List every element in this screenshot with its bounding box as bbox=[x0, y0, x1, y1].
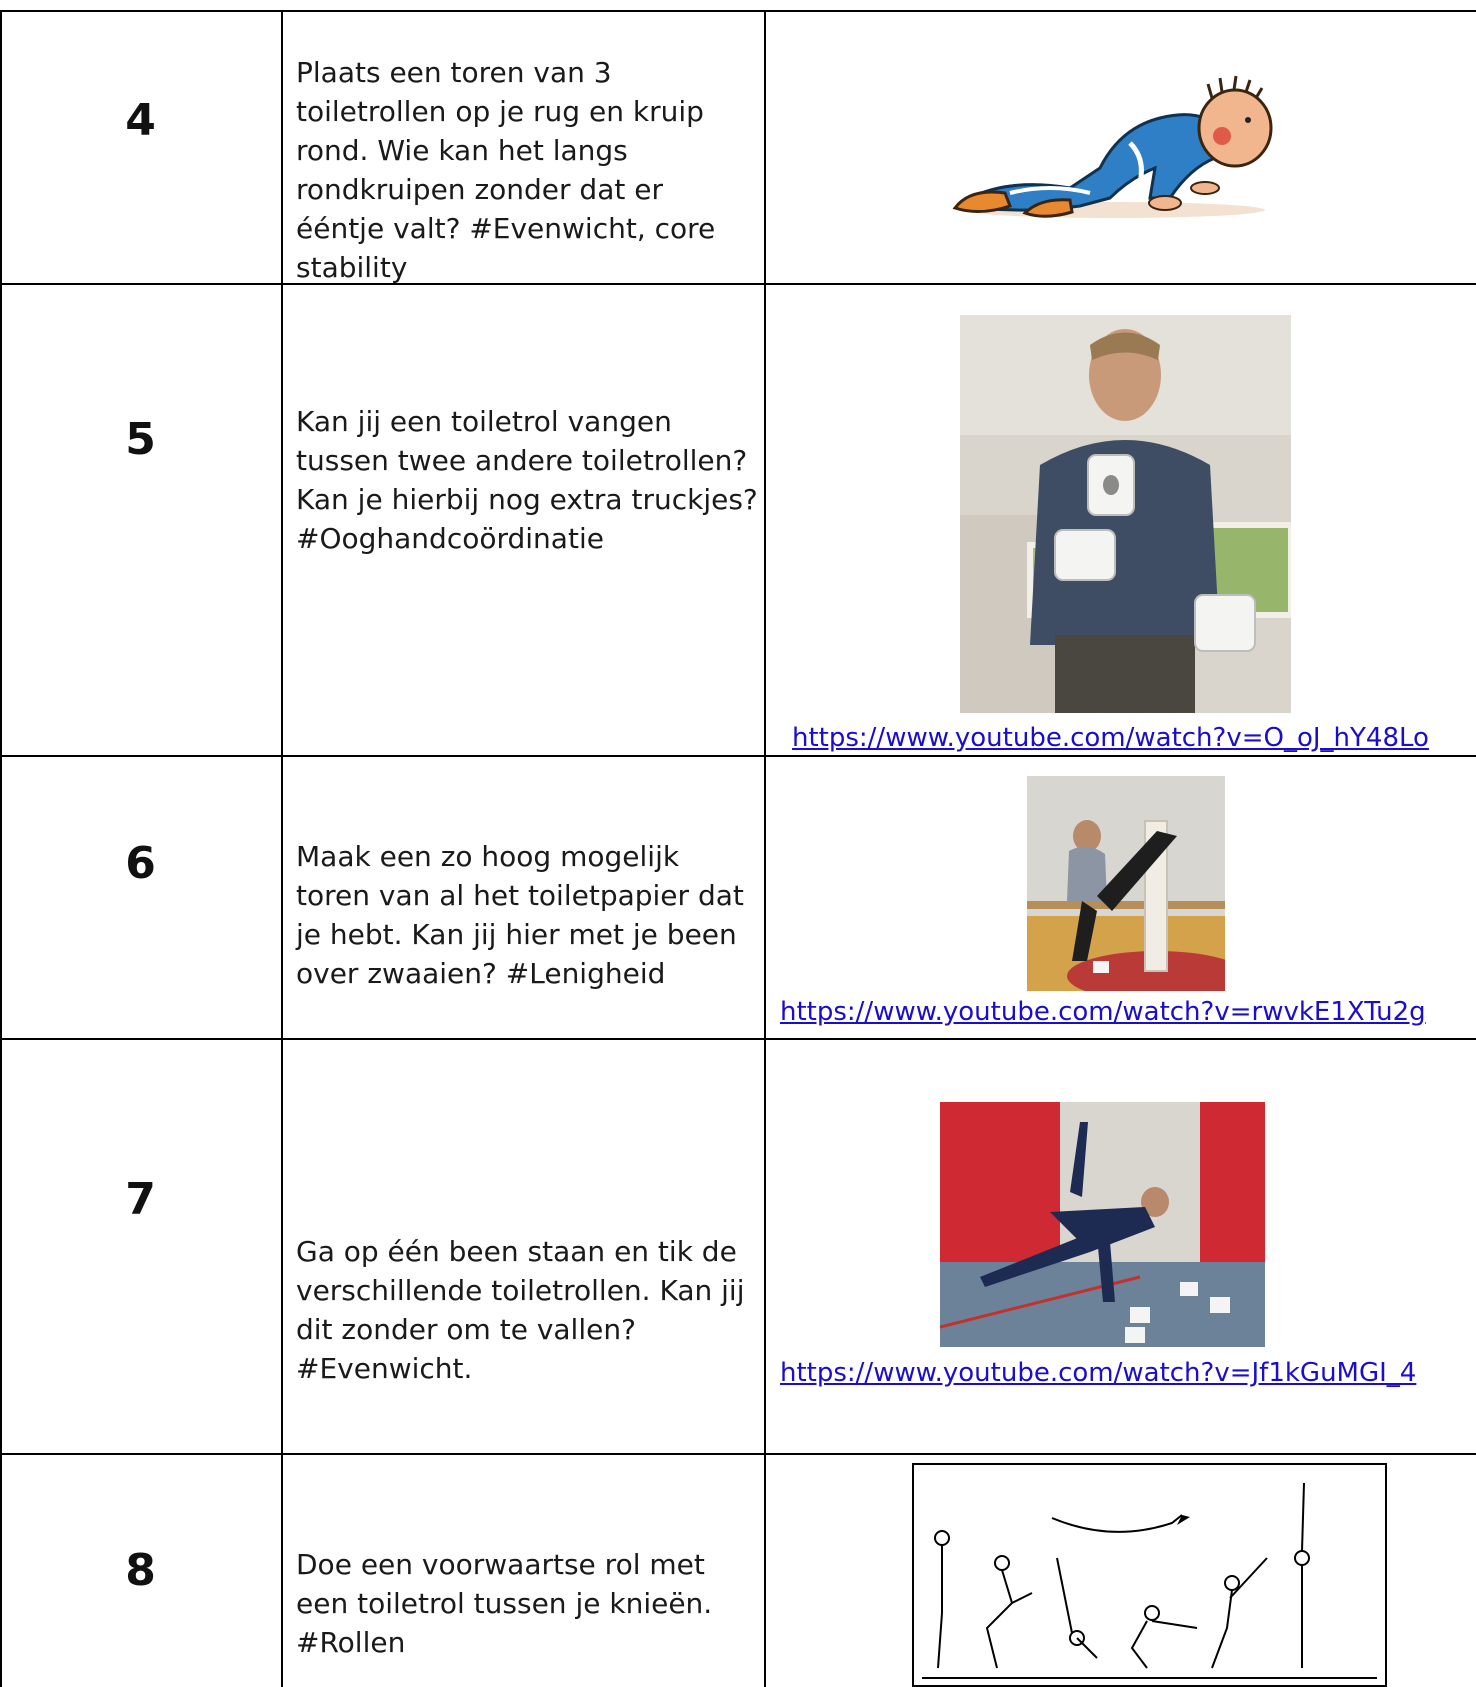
exercise-description: Maak een zo hoog mogelijk toren van al het toiletpapier dat je hebt. Kan jij hier met je been over zwaaien? #Lenigheid bbox=[296, 840, 744, 990]
exercise-number: 6 bbox=[125, 838, 156, 889]
exercise-description: Kan jij een toiletrol vangen tussen twee andere toiletrollen? Kan je hierbij nog extra truckjes? #Ooghandcoördinatie bbox=[296, 405, 758, 555]
exercise-description: Doe een voorwaartse rol met een toiletrol tussen je knieën. #Rollen bbox=[296, 1548, 713, 1659]
exercise-description: Plaats een toren van 3 toiletrollen op je rug en kruip rond. Wie kan het langs rondkruipen zonder dat er ééntje valt? #Evenwicht, core stability bbox=[296, 56, 716, 284]
youtube-link[interactable]: https://www.youtube.com/watch?v=rwvkE1XTu2g bbox=[780, 997, 1426, 1027]
table-row bbox=[0, 757, 1476, 1038]
table-row bbox=[0, 285, 1476, 755]
forward-roll-drawing bbox=[912, 1463, 1387, 1687]
balance-photo bbox=[940, 1102, 1265, 1347]
exercise-number: 5 bbox=[125, 414, 156, 465]
juggling-photo bbox=[960, 315, 1291, 713]
exercise-description: Ga op één been staan en tik de verschillende toiletrollen. Kan jij dit zonder om te vallen? #Evenwicht. bbox=[296, 1235, 745, 1385]
exercise-number: 7 bbox=[125, 1174, 156, 1225]
leg-swing-photo bbox=[1027, 776, 1225, 991]
table-row bbox=[0, 1040, 1476, 1453]
exercise-number: 4 bbox=[125, 95, 156, 146]
table-row bbox=[0, 12, 1476, 283]
crawling-boy-illustration bbox=[950, 48, 1290, 228]
table-row bbox=[0, 1455, 1476, 1687]
exercise-number: 8 bbox=[125, 1545, 156, 1596]
youtube-link[interactable]: https://www.youtube.com/watch?v=Jf1kGuMGI_4 bbox=[780, 1358, 1417, 1388]
youtube-link[interactable]: https://www.youtube.com/watch?v=O_oJ_hY48Lo bbox=[792, 723, 1429, 753]
